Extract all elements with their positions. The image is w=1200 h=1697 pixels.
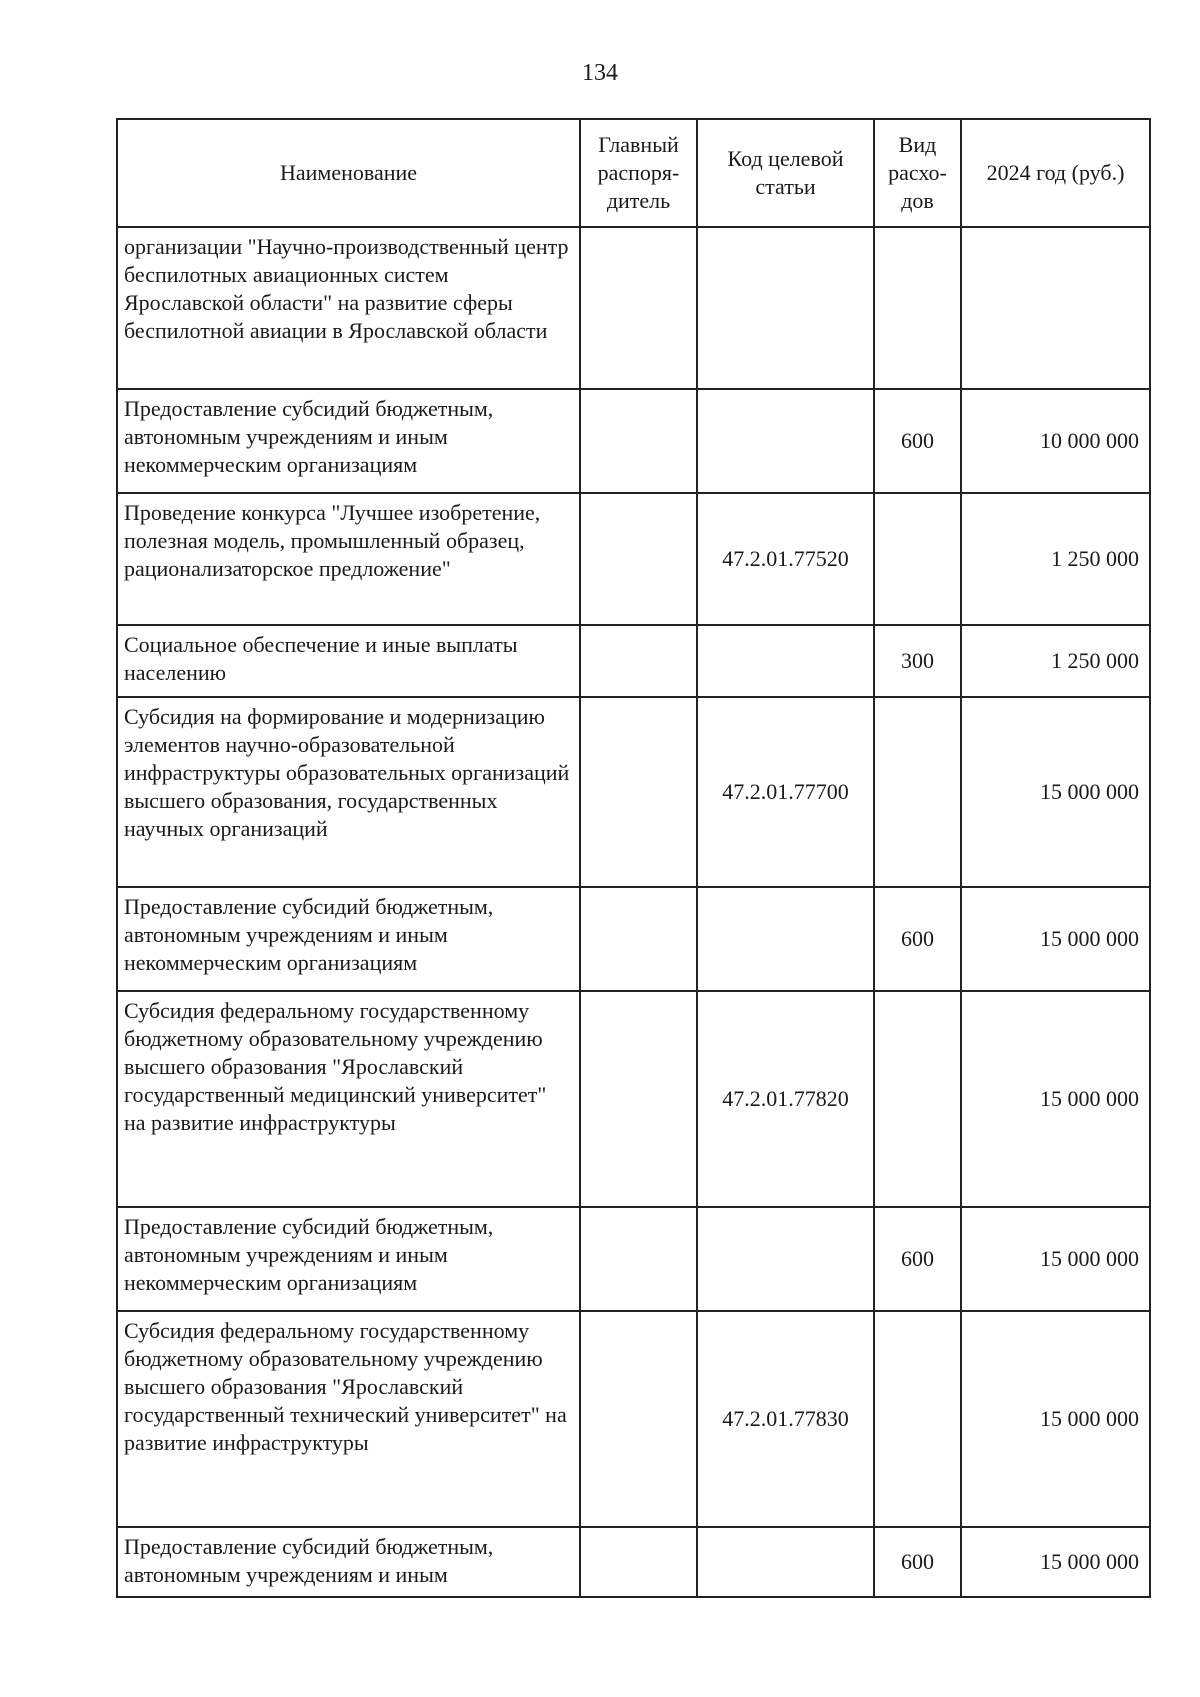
- row-type: [874, 493, 961, 625]
- row-amount: 1 250 000: [961, 493, 1150, 625]
- row-name: Предоставление субсидий бюджетным, автономным учреждениям и иным: [117, 1527, 580, 1597]
- row-name: Предоставление субсидий бюджетным, автономным учреждениям и иным некоммерческим организациям: [117, 1207, 580, 1311]
- row-admin: [580, 991, 697, 1207]
- table-row: [117, 1311, 1150, 1527]
- row-amount: 10 000 000: [961, 389, 1150, 493]
- table-header-row: [117, 119, 1150, 227]
- table-row: [117, 697, 1150, 887]
- row-name: Субсидия федеральному государственному бюджетному образовательному учреждению высшего образования "Ярославский государственный медицинский университет" на развитие инфраструктуры: [117, 991, 580, 1207]
- row-amount: 15 000 000: [961, 697, 1150, 887]
- row-name: организации "Научно-производственный центр беспилотных авиационных систем Ярославской области" на развитие сферы беспилотной авиации в Ярославской области: [117, 227, 580, 389]
- row-admin: [580, 697, 697, 887]
- table-row: [117, 389, 1150, 493]
- row-admin: [580, 389, 697, 493]
- row-admin: [580, 1311, 697, 1527]
- header-type: Вид расхо-дов: [874, 119, 961, 227]
- row-name: Проведение конкурса "Лучшее изобретение, полезная модель, промышленный образец, рационализаторское предложение": [117, 493, 580, 625]
- row-code: [697, 887, 874, 991]
- row-name: Предоставление субсидий бюджетным, автономным учреждениям и иным некоммерческим организациям: [117, 887, 580, 991]
- header-code: Код целевой статьи: [697, 119, 874, 227]
- row-type: [874, 1311, 961, 1527]
- row-admin: [580, 493, 697, 625]
- row-code: 47.2.01.77520: [697, 493, 874, 625]
- table-row: [117, 1207, 1150, 1311]
- row-type: [874, 991, 961, 1207]
- row-amount: [961, 227, 1150, 389]
- row-code: [697, 227, 874, 389]
- row-code: [697, 1527, 874, 1597]
- row-admin: [580, 227, 697, 389]
- row-type: 600: [874, 1207, 961, 1311]
- table-row: [117, 493, 1150, 625]
- row-type: 300: [874, 625, 961, 697]
- row-amount: 1 250 000: [961, 625, 1150, 697]
- row-name: Социальное обеспечение и иные выплаты населению: [117, 625, 580, 697]
- header-admin: Главный распоря-дитель: [580, 119, 697, 227]
- table-row: [117, 1527, 1150, 1597]
- table-row: [117, 625, 1150, 697]
- row-type: 600: [874, 389, 961, 493]
- row-type: 600: [874, 1527, 961, 1597]
- row-type: [874, 227, 961, 389]
- row-code: 47.2.01.77830: [697, 1311, 874, 1527]
- row-amount: 15 000 000: [961, 1527, 1150, 1597]
- row-name: Предоставление субсидий бюджетным, автономным учреждениям и иным некоммерческим организациям: [117, 389, 580, 493]
- row-admin: [580, 1207, 697, 1311]
- row-admin: [580, 887, 697, 991]
- row-code: 47.2.01.77820: [697, 991, 874, 1207]
- row-code: 47.2.01.77700: [697, 697, 874, 887]
- row-amount: 15 000 000: [961, 991, 1150, 1207]
- table-row: [117, 887, 1150, 991]
- budget-table: [116, 118, 1151, 1598]
- table-row: [117, 991, 1150, 1207]
- row-type: 600: [874, 887, 961, 991]
- row-type: [874, 697, 961, 887]
- row-code: [697, 625, 874, 697]
- table-row: [117, 227, 1150, 389]
- row-amount: 15 000 000: [961, 887, 1150, 991]
- row-amount: 15 000 000: [961, 1311, 1150, 1527]
- row-admin: [580, 625, 697, 697]
- row-name: Субсидия на формирование и модернизацию элементов научно-образовательной инфраструктуры образовательных организаций высшего образования, государственных научных организаций: [117, 697, 580, 887]
- header-name: Наименование: [117, 119, 580, 227]
- page-number: 134: [582, 60, 618, 86]
- row-code: [697, 389, 874, 493]
- header-amount: 2024 год (руб.): [961, 119, 1150, 227]
- row-name: Субсидия федеральному государственному бюджетному образовательному учреждению высшего образования "Ярославский государственный технический университет" на развитие инфраструктуры: [117, 1311, 580, 1527]
- row-amount: 15 000 000: [961, 1207, 1150, 1311]
- row-code: [697, 1207, 874, 1311]
- row-admin: [580, 1527, 697, 1597]
